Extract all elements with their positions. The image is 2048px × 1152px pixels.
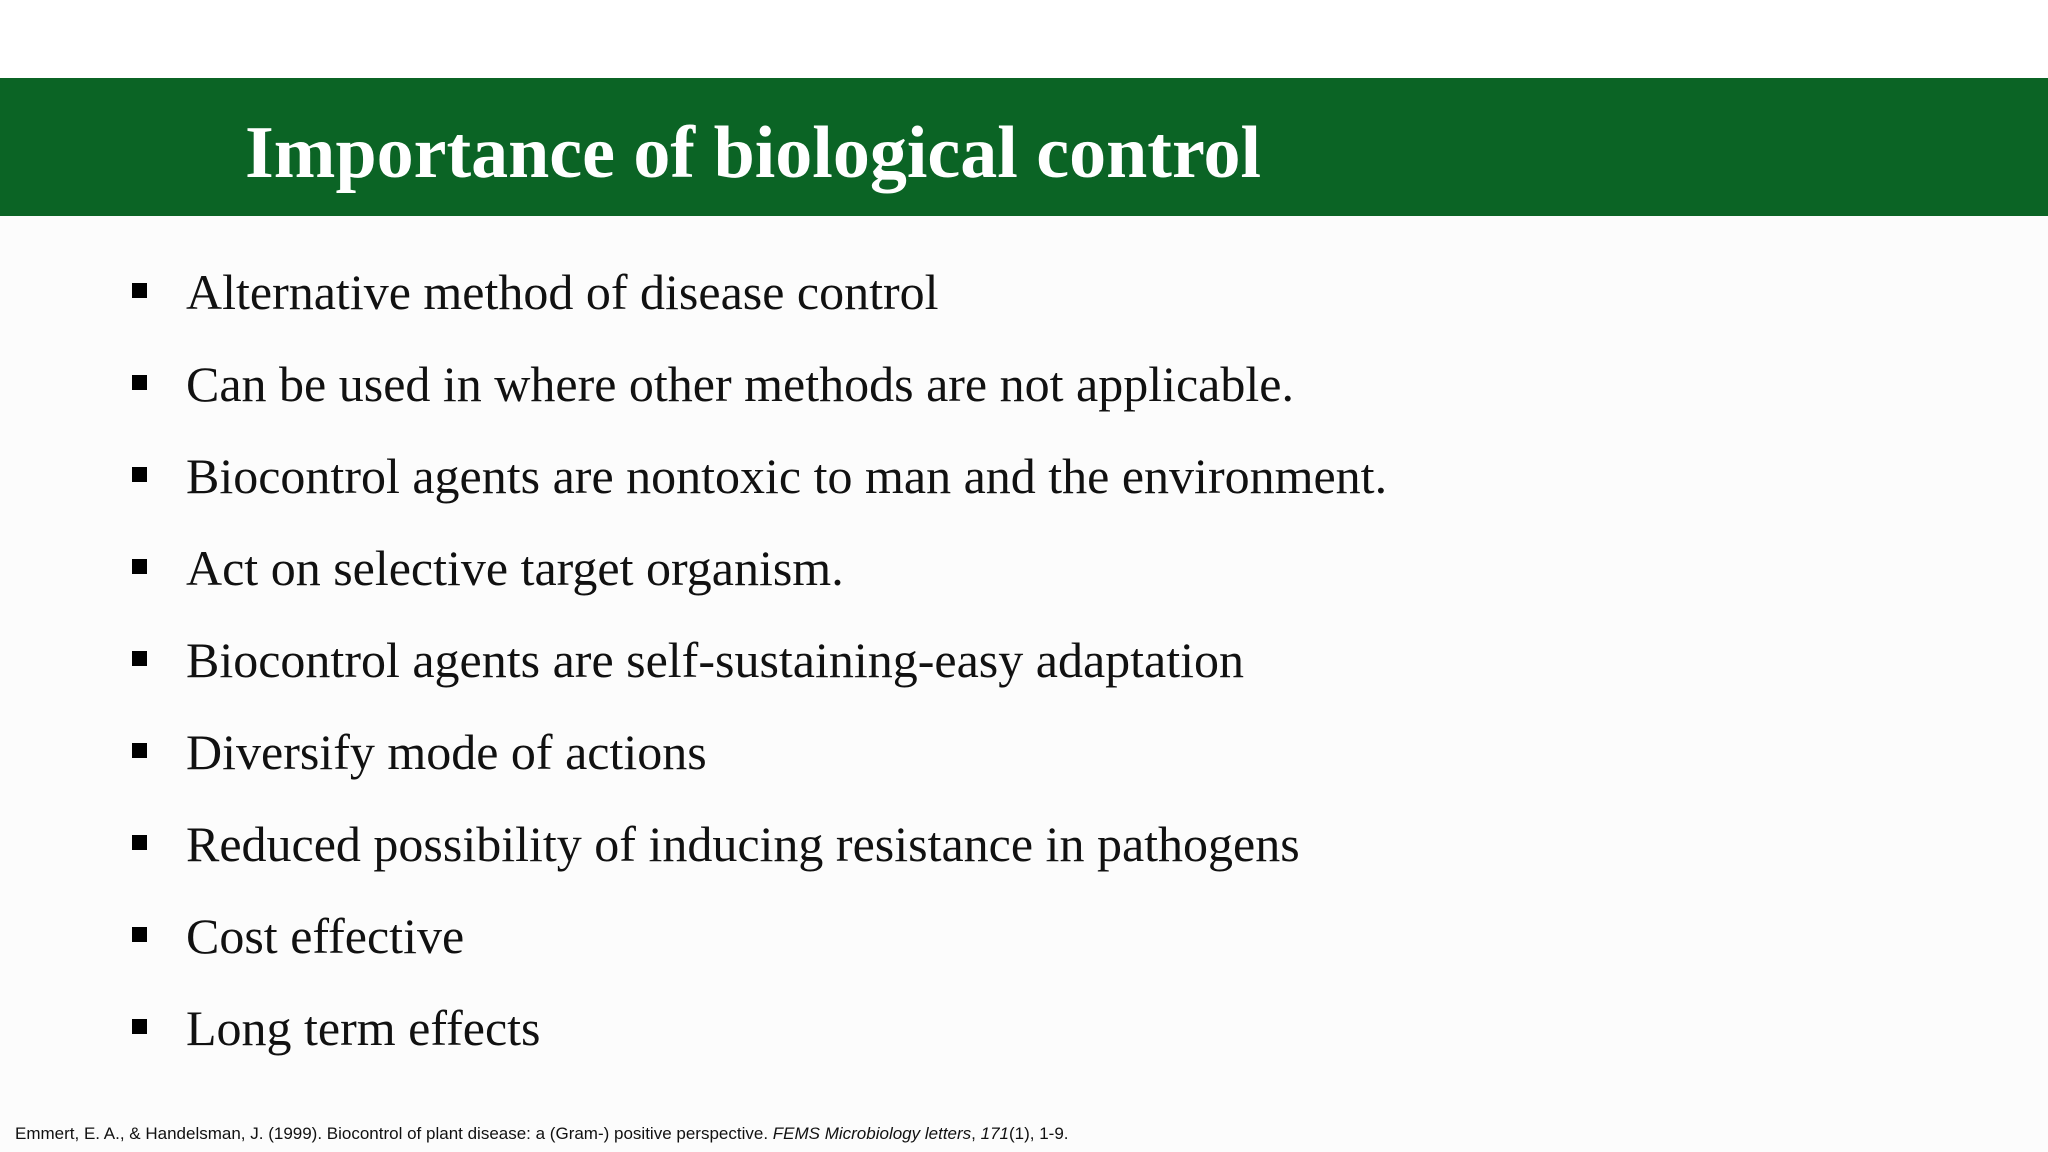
citation-separator: ,	[971, 1124, 981, 1143]
bullet-text: Biocontrol agents are nontoxic to man and the environment.	[186, 448, 1388, 504]
bullet-item	[0, 894, 1700, 986]
square-bullet-icon	[132, 467, 147, 482]
slide-top-margin	[0, 0, 2048, 78]
bullet-item	[0, 342, 1700, 434]
bullet-text: Act on selective target organism.	[186, 540, 844, 596]
square-bullet-icon	[132, 375, 147, 390]
title-banner	[0, 78, 2048, 216]
citation-volume: 171	[980, 1124, 1009, 1143]
square-bullet-icon	[132, 835, 147, 850]
bullet-text: Reduced possibility of inducing resistance in pathogens	[186, 816, 1300, 872]
citation-issue-pages: (1), 1-9.	[1008, 1124, 1069, 1143]
bullet-text: Long term effects	[186, 1000, 541, 1056]
square-bullet-icon	[132, 1019, 147, 1034]
citation-journal: FEMS Microbiology letters	[772, 1124, 972, 1143]
citation-authors: Emmert, E. A., & Handelsman, J. (1999). Biocontrol of plant disease: a (Gram-) positive perspective.	[15, 1124, 773, 1143]
bullet-text: Diversify mode of actions	[186, 724, 707, 780]
bullet-item	[0, 710, 1700, 802]
bullet-text: Alternative method of disease control	[186, 264, 939, 320]
bullet-text: Cost effective	[186, 908, 465, 964]
bullet-item	[0, 618, 1700, 710]
square-bullet-icon	[132, 743, 147, 758]
bullet-item	[0, 434, 1700, 526]
bullet-item	[0, 986, 1700, 1078]
square-bullet-icon	[132, 651, 147, 666]
bullet-item	[0, 802, 1700, 894]
bullet-item	[0, 250, 1700, 342]
square-bullet-icon	[132, 927, 147, 942]
bullet-item	[0, 526, 1700, 618]
bullet-text: Can be used in where other methods are not applicable.	[186, 356, 1294, 412]
bullet-text: Biocontrol agents are self-sustaining-easy adaptation	[186, 632, 1245, 688]
reference-citation	[15, 1123, 1069, 1145]
square-bullet-icon	[132, 283, 147, 298]
slide-title: Importance of biological control	[245, 112, 1262, 194]
square-bullet-icon	[132, 559, 147, 574]
bullet-list	[0, 250, 1700, 1078]
